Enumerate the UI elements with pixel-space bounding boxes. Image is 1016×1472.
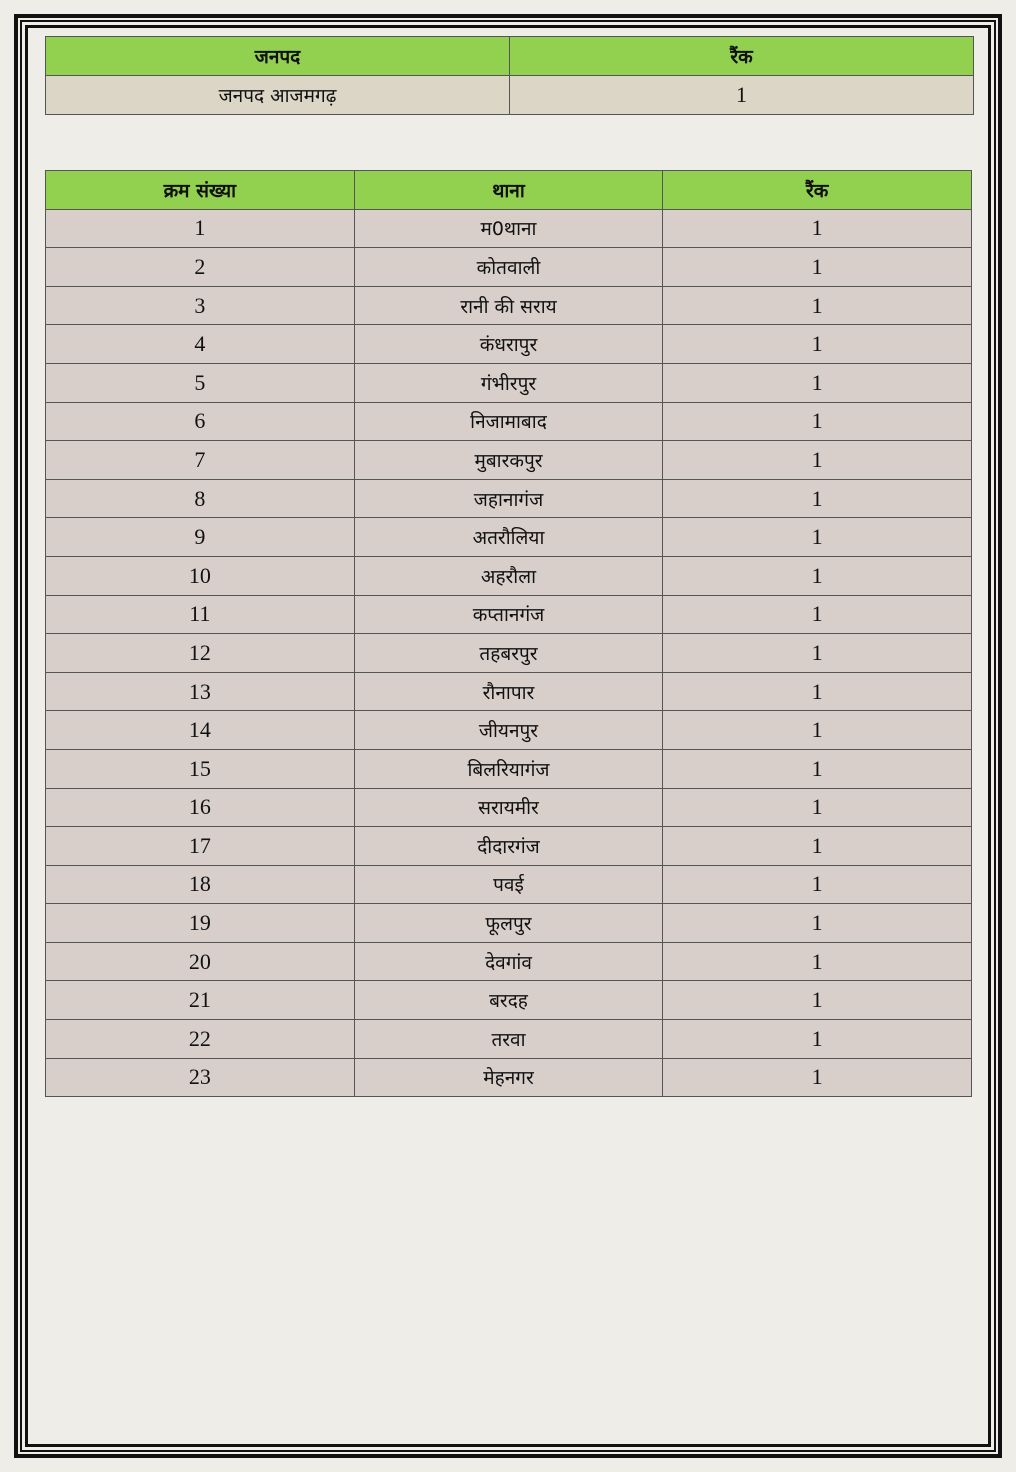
serial-number-cell: 15	[46, 749, 355, 788]
table-row	[46, 981, 972, 1020]
table-row	[46, 904, 972, 943]
serial-number-cell: 10	[46, 556, 355, 595]
station-rank-cell: 1	[663, 363, 972, 402]
station-name-cell: मुबारकपुर	[354, 441, 663, 480]
district-header: जनपद	[46, 37, 510, 76]
serial-number-cell: 8	[46, 479, 355, 518]
station-name-cell: कप्तानगंज	[354, 595, 663, 634]
station-name-cell: अतरौलिया	[354, 518, 663, 557]
serial-number-cell: 5	[46, 363, 355, 402]
station-rank-cell: 1	[663, 634, 972, 673]
station-rank-cell: 1	[663, 286, 972, 325]
table-row	[46, 865, 972, 904]
serial-number-cell: 22	[46, 1020, 355, 1059]
station-rank-cell: 1	[663, 441, 972, 480]
station-rank-cell: 1	[663, 865, 972, 904]
serial-number-cell: 19	[46, 904, 355, 943]
table-row	[46, 441, 972, 480]
table-row	[46, 248, 972, 287]
serial-number-cell: 21	[46, 981, 355, 1020]
serial-number-cell: 13	[46, 672, 355, 711]
table-row	[46, 634, 972, 673]
station-name-cell: अहरौला	[354, 556, 663, 595]
station-rank-cell: 1	[663, 672, 972, 711]
station-rank-cell: 1	[663, 827, 972, 866]
station-name-cell: दीदारगंज	[354, 827, 663, 866]
table-row	[46, 942, 972, 981]
station-rank-cell: 1	[663, 788, 972, 827]
district-name-cell: जनपद आजमगढ़	[46, 76, 510, 115]
serial-number-cell: 20	[46, 942, 355, 981]
table-row	[46, 749, 972, 788]
station-name-cell: देवगांव	[354, 942, 663, 981]
table-row	[46, 325, 972, 364]
table-row	[46, 827, 972, 866]
station-header: थाना	[354, 171, 663, 210]
serial-number-cell: 6	[46, 402, 355, 441]
serial-number-cell: 1	[46, 209, 355, 248]
table-row	[46, 788, 972, 827]
station-rank-cell: 1	[663, 518, 972, 557]
district-table-header-row	[46, 37, 974, 76]
station-rank-cell: 1	[663, 209, 972, 248]
station-rank-cell: 1	[663, 711, 972, 750]
station-rank-cell: 1	[663, 981, 972, 1020]
station-name-cell: निजामाबाद	[354, 402, 663, 441]
serial-number-cell: 14	[46, 711, 355, 750]
station-rank-cell: 1	[663, 248, 972, 287]
station-name-cell: जहानागंज	[354, 479, 663, 518]
station-rank-cell: 1	[663, 904, 972, 943]
serial-number-cell: 18	[46, 865, 355, 904]
serial-number-cell: 4	[46, 325, 355, 364]
station-name-cell: तरवा	[354, 1020, 663, 1059]
table-row	[46, 1020, 972, 1059]
serial-number-cell: 16	[46, 788, 355, 827]
station-rank-cell: 1	[663, 556, 972, 595]
table-row	[46, 1058, 972, 1097]
district-rank-table	[45, 36, 974, 115]
station-table-header-row	[46, 171, 972, 210]
station-name-cell: जीयनपुर	[354, 711, 663, 750]
station-name-cell: बिलरियागंज	[354, 749, 663, 788]
serial-number-cell: 12	[46, 634, 355, 673]
serial-number-cell: 2	[46, 248, 355, 287]
table-row	[46, 595, 972, 634]
district-rank-cell: 1	[510, 76, 974, 115]
serial-number-cell: 11	[46, 595, 355, 634]
station-rank-cell: 1	[663, 749, 972, 788]
district-table-row	[46, 76, 974, 115]
serial-number-cell: 3	[46, 286, 355, 325]
serial-number-cell: 7	[46, 441, 355, 480]
table-row	[46, 518, 972, 557]
station-name-cell: फूलपुर	[354, 904, 663, 943]
serial-number-cell: 17	[46, 827, 355, 866]
station-name-cell: गंभीरपुर	[354, 363, 663, 402]
station-rank-header: रैंक	[663, 171, 972, 210]
station-rank-cell: 1	[663, 402, 972, 441]
table-row	[46, 402, 972, 441]
police-station-rank-table	[45, 170, 972, 1097]
station-name-cell: रानी की सराय	[354, 286, 663, 325]
station-name-cell: तहबरपुर	[354, 634, 663, 673]
station-name-cell: कंधरापुर	[354, 325, 663, 364]
table-row	[46, 209, 972, 248]
station-name-cell: कोतवाली	[354, 248, 663, 287]
table-row	[46, 286, 972, 325]
table-row	[46, 479, 972, 518]
rank-header: रैंक	[510, 37, 974, 76]
table-row	[46, 556, 972, 595]
station-name-cell: पवई	[354, 865, 663, 904]
serial-number-cell: 9	[46, 518, 355, 557]
table-row	[46, 672, 972, 711]
serial-number-header: क्रम संख्या	[46, 171, 355, 210]
table-row	[46, 363, 972, 402]
table-row	[46, 711, 972, 750]
station-rank-cell: 1	[663, 479, 972, 518]
station-rank-cell: 1	[663, 1058, 972, 1097]
station-name-cell: म0थाना	[354, 209, 663, 248]
station-name-cell: रौनापार	[354, 672, 663, 711]
station-rank-cell: 1	[663, 325, 972, 364]
station-name-cell: बरदह	[354, 981, 663, 1020]
station-rank-cell: 1	[663, 1020, 972, 1059]
station-name-cell: सरायमीर	[354, 788, 663, 827]
station-rank-cell: 1	[663, 595, 972, 634]
station-rank-cell: 1	[663, 942, 972, 981]
serial-number-cell: 23	[46, 1058, 355, 1097]
station-name-cell: मेहनगर	[354, 1058, 663, 1097]
